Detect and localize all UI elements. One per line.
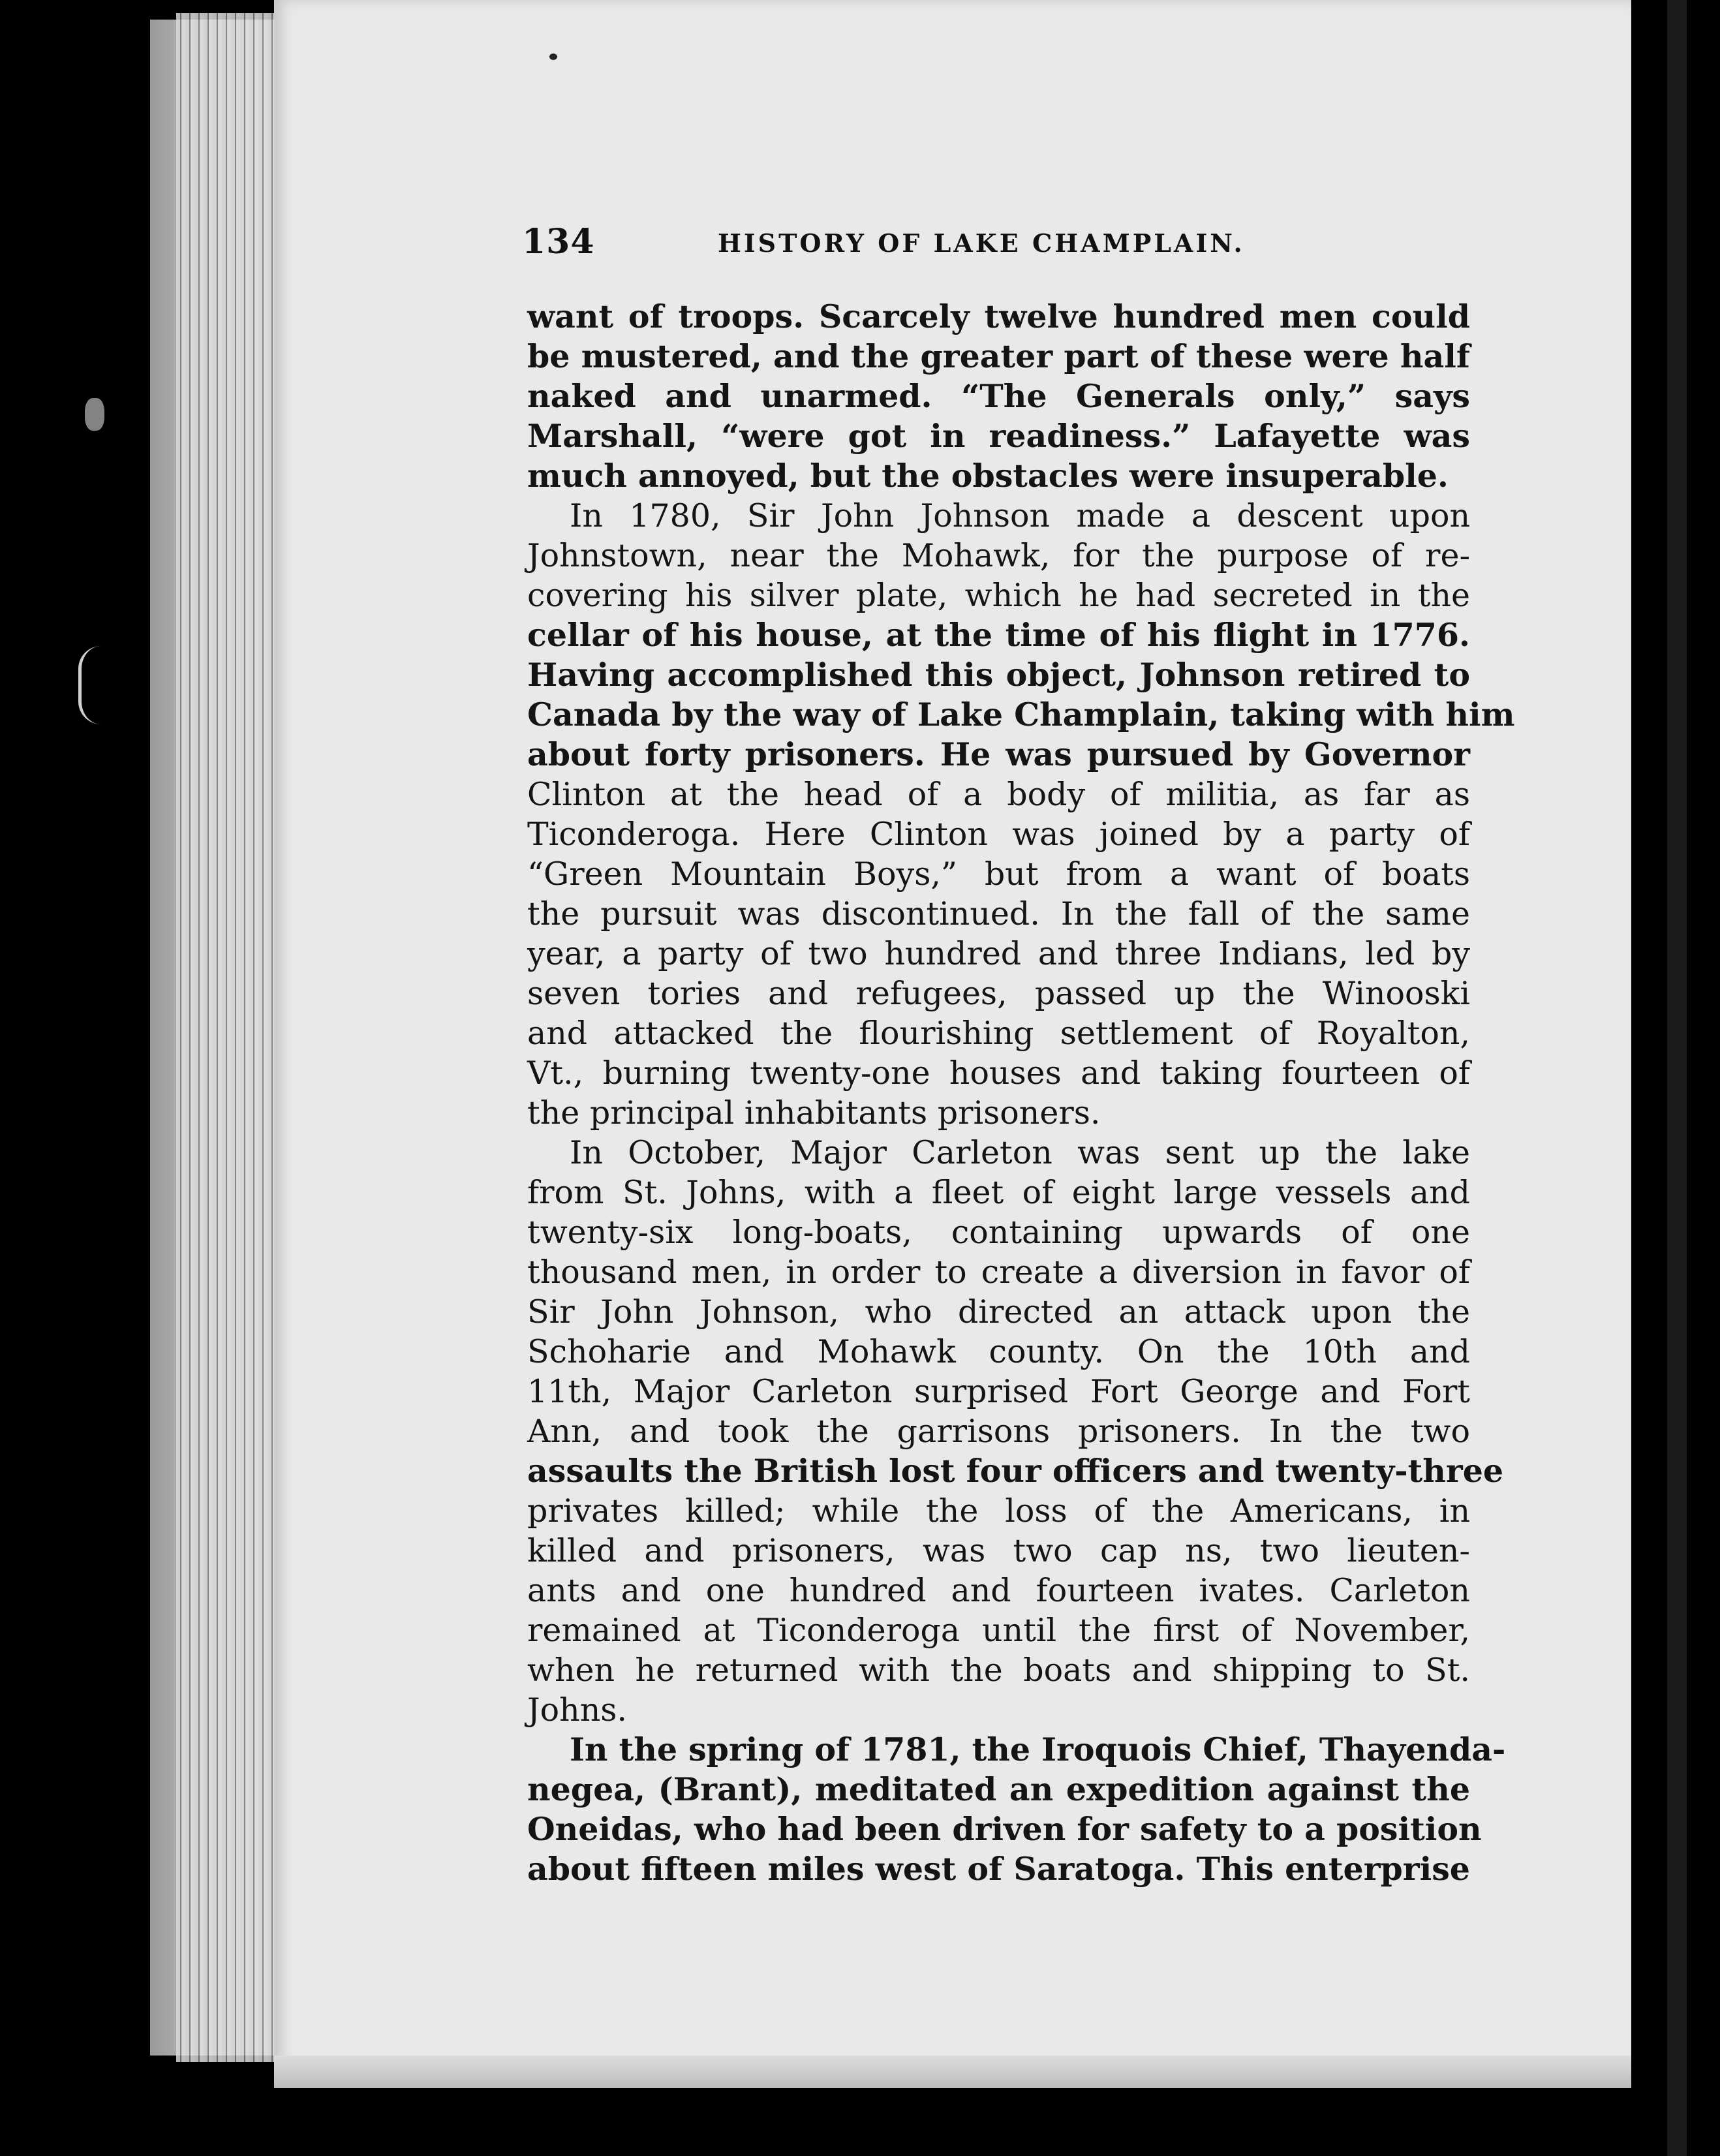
text-line: be mustered, and the greater part of these were half xyxy=(527,337,1470,375)
text-line: “Green Mountain Boys,” but from a want of boats xyxy=(527,855,1470,893)
text-line: the principal inhabitants prisoners. xyxy=(527,1094,1101,1132)
running-title: HISTORY OF LAKE CHAMPLAIN. xyxy=(718,228,1245,258)
text-line: and attacked the flourishing settlement of Royalton, xyxy=(527,1015,1470,1052)
page-header xyxy=(522,222,1305,274)
text-line: covering his silver plate, which he had secreted in the xyxy=(527,577,1470,614)
text-line: negea, (Brant), meditated an expedition against the xyxy=(527,1770,1470,1808)
text-line: about fifteen miles west of Saratoga. This enterprise xyxy=(527,1850,1470,1888)
paragraph-2 xyxy=(527,496,1515,1133)
text-line: Schoharie and Mohawk county. On the 10th and xyxy=(527,1333,1470,1370)
paragraph-1 xyxy=(527,297,1470,496)
margin-smudge xyxy=(85,398,104,431)
text-line: assaults the British lost four officers and twenty-three xyxy=(527,1452,1504,1490)
text-line: when he returned with the boats and shipping to St. xyxy=(527,1652,1470,1689)
text-line: twenty-six long-boats, containing upwards of one xyxy=(527,1214,1470,1251)
text-line: year, a party of two hundred and three Indians, led by xyxy=(527,935,1470,972)
text-line: killed and prisoners, was two cap ns, two lieuten- xyxy=(527,1532,1470,1569)
text-line: seven tories and refugees, passed up the Winooski xyxy=(527,975,1470,1012)
page-body-text xyxy=(527,297,1515,1889)
text-line: privates killed; while the loss of the Americans, in xyxy=(527,1492,1470,1530)
text-line: Ann, and took the garrisons prisoners. In the two xyxy=(527,1413,1470,1450)
text-line: from St. Johns, with a fleet of eight large vessels and xyxy=(527,1174,1470,1211)
text-line: Canada by the way of Lake Champlain, taking with him xyxy=(527,696,1515,733)
text-line: cellar of his house, at the time of his flight in 1776. xyxy=(527,616,1470,654)
text-line: the pursuit was discontinued. In the fall of the same xyxy=(527,895,1470,932)
page-bottom-edge xyxy=(274,2056,1631,2088)
text-line: Clinton at the head of a body of militia, as far as xyxy=(527,776,1470,813)
paragraph-3 xyxy=(527,1133,1504,1730)
text-line: much annoyed, but the obstacles were insuperable. xyxy=(527,457,1449,495)
text-line: Johns. xyxy=(527,1691,627,1729)
text-line: 11th, Major Carleton surprised Fort George and Fort xyxy=(527,1373,1470,1410)
text-line: Ticonderoga. Here Clinton was joined by a party of xyxy=(527,816,1470,853)
text-line: Having accomplished this object, Johnson retired to xyxy=(527,656,1470,694)
facing-page-edge xyxy=(1667,0,1687,2156)
text-line: want of troops. Scarcely twelve hundred men could xyxy=(527,298,1470,335)
text-line: ants and one hundred and fourteen ivates. Carleton xyxy=(527,1572,1470,1609)
text-line: thousand men, in order to create a diversion in favor of xyxy=(527,1254,1470,1291)
text-line: In 1780, Sir John Johnson made a descent upon xyxy=(570,497,1470,534)
text-line: about forty prisoners. He was pursued by Governor xyxy=(527,735,1470,773)
text-line: Oneidas, who had been driven for safety to a position xyxy=(527,1810,1482,1848)
text-line: Vt., burning twenty-one houses and taking fourteen of xyxy=(527,1055,1470,1092)
ink-speck xyxy=(549,54,557,60)
text-line: Marshall, “were got in readiness.” Lafayette was xyxy=(527,417,1470,455)
text-line: In the spring of 1781, the Iroquois Chief, Thayenda- xyxy=(570,1731,1506,1768)
text-line: remained at Ticonderoga until the first of November, xyxy=(527,1612,1470,1649)
text-line: Johnstown, near the Mohawk, for the purpose of re- xyxy=(527,537,1470,574)
page-number: 134 xyxy=(522,222,595,262)
text-line: In October, Major Carleton was sent up the lake xyxy=(570,1134,1470,1171)
page-edges xyxy=(176,13,281,2062)
text-line: naked and unarmed. “The Generals only,” says xyxy=(527,377,1470,415)
paragraph-4 xyxy=(527,1730,1506,1889)
margin-bracket-mark xyxy=(78,646,101,724)
text-line: Sir John Johnson, who directed an attack upon the xyxy=(527,1293,1470,1331)
